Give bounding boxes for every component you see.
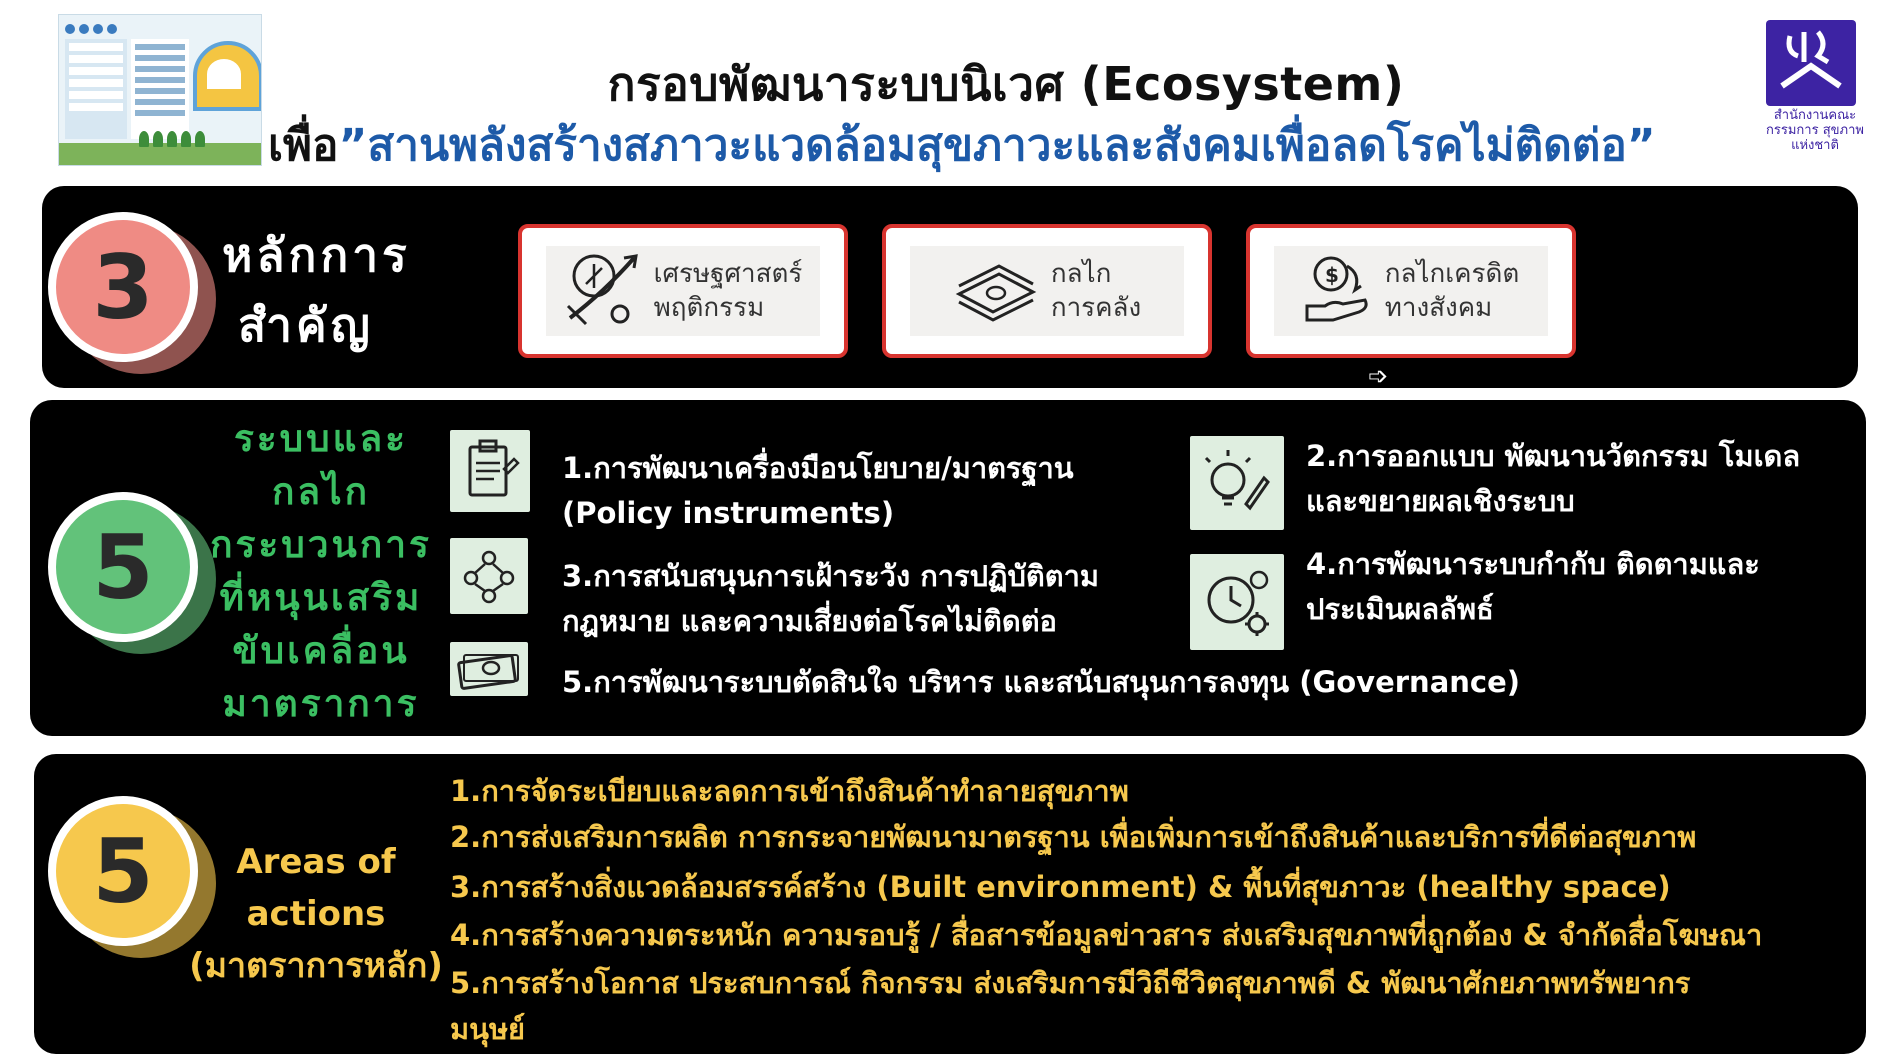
systems-label-line: มาตราการ [222,682,420,725]
actions-label [176,836,456,992]
actions-label-line3: (มาตราการหลัก) [189,946,443,986]
social-credit-icon [1303,252,1373,330]
systems-label-line: ขับเคลื่อน [232,629,410,672]
item-line1: 1.การพัฒนาเครื่องมือนโยบาย/มาตรฐาน [562,451,1074,485]
principle-card-behavioral-economics [518,224,848,358]
economics-behavior-icon [564,248,642,334]
action-item-2: 2.การส่งเสริมการผลิต การกระจายพัฒนามาตรฐาน เพื่อเพิ่มการเข้าถึงสินค้าและบริการที่ดีต่อสุขภาพ [450,820,1697,854]
system-item-4 [1306,542,1760,632]
action-item-1: 1.การจัดระเบียบและลดการเข้าถึงสินค้าทำลายสุขภาพ [450,774,1129,808]
system-item-3 [562,554,1099,644]
org-logo [1766,20,1856,106]
item-line2: และขยายผลเชิงระบบ [1306,484,1575,518]
item-line2: ประเมินผลลัพธ์ [1306,592,1494,626]
subtitle-quote: ”สานพลังสร้างสภาวะแวดล้อมสุขภาวะและสังคมเพื่อลดโรคไม่ติดต่อ” [338,120,1656,171]
card-line2: ทางสังคม [1384,293,1493,323]
actions-number: 5 [48,796,198,946]
item-line1: 4.การพัฒนาระบบกำกับ ติดตามและ [1306,547,1760,581]
clock-gear-icon [1190,554,1284,650]
system-item-2 [1306,434,1800,524]
actions-label-line2: actions [246,894,386,934]
item-line2: กฎหมาย และความเสี่ยงต่อโรคไม่ติดต่อ [562,604,1057,638]
lightbulb-idea-icon [1190,436,1284,530]
action-item-5: 5.การสร้างโอกาส ประสบการณ์ กิจกรรม ส่งเสริมการมีวิถีชีวิตสุขภาพดี & พัฒนาศักยภาพทรัพยากร [450,966,1691,1000]
principles-label [222,220,411,360]
principle-card-social-credit [1246,224,1576,358]
item-line2: (Policy instruments) [562,496,895,530]
action-item-5-cont: มนุษย์ [450,1012,526,1046]
card-line1: เศรษฐศาสตร์ [653,259,803,289]
action-item-3: 3.การสร้างสิ่งแวดล้อมสรรค์สร้าง (Built environment) & พื้นที่สุขภาวะ (healthy space) [450,870,1671,904]
system-item-1 [562,446,1074,536]
card-line1: กลไกเครดิต [1384,259,1520,289]
org-name: สำนักงานคณะกรรมการ สุขภาพแห่งชาติ [1766,108,1864,153]
principle-card-fiscal [882,224,1212,358]
systems-label-line: กลไก [271,470,371,513]
item-line1: 3.การสนับสนุนการเฝ้าระวัง การปฏิบัติตาม [562,559,1099,593]
card-line2: พฤติกรรม [653,293,765,323]
principles-number: 3 [48,212,198,362]
system-item-5 [562,660,1520,705]
principles-label-line1: หลักการ [222,228,411,282]
money-bills-icon [450,642,528,696]
clipboard-icon [450,430,530,512]
systems-label [206,412,436,730]
card-line1: กลไก [1050,259,1112,289]
actions-label-line1: Areas of [236,842,396,882]
card-line2: การคลัง [1050,293,1142,323]
network-people-icon [450,538,528,614]
systems-label-line: ระบบและ [233,417,409,460]
systems-label-line: กระบวนการ [210,523,432,566]
action-item-4: 4.การสร้างความตระหนัก ความรอบรู้ / สื่อสารข้อมูลข่าวสาร ส่งเสริมสุขภาพที่ถูกต้อง & จำกัดสื่อโฆษณา [450,918,1763,952]
principles-label-line2: สำคัญ [238,298,374,352]
money-stack-icon [953,254,1039,328]
item-line1: 5.การพัฒนาระบบตัดสินใจ บริหาร และสนับสนุนการลงทุน (Governance) [562,665,1521,699]
svg-text:$: $ [1324,263,1339,287]
page-subtitle [268,110,1768,180]
item-line1: 2.การออกแบบ พัฒนานวัตกรรม โมเดล [1306,439,1801,473]
page-title: กรอบพัฒนาระบบนิเวศ (Ecosystem) [607,57,1405,111]
subtitle-prefix: เพื่อ [268,120,339,171]
systems-number: 5 [48,492,198,642]
arrow-cursor-icon: ➩ [1368,362,1389,390]
systems-label-line: ที่หนุนเสริม [219,576,423,619]
